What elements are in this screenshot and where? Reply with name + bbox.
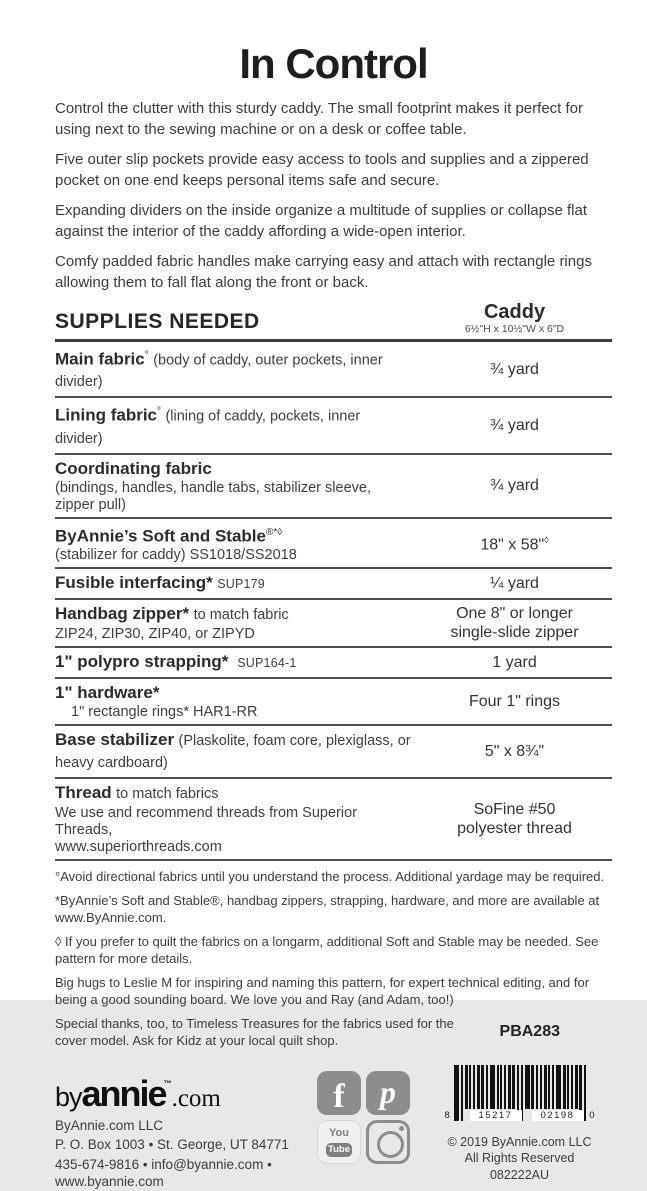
company-address: P. O. Box 1003 • St. George, UT 84771 — [55, 1137, 289, 1153]
supply-row-soft-and-stable — [55, 519, 612, 569]
supply-desc: (body of caddy, outer pockets, inner divider) — [55, 352, 383, 391]
publisher-block — [55, 1063, 317, 1191]
supply-qty: One 8" or longer single-slide zipper — [450, 604, 579, 641]
caddy-title: Caddy — [483, 301, 546, 323]
trademark-symbol: ™ — [163, 1078, 172, 1088]
supplies-header — [55, 302, 612, 336]
company-name: ByAnnie.com LLC — [55, 1117, 164, 1133]
footnote-marker: ° — [157, 406, 161, 418]
supply-row-coordinating-fabric — [55, 455, 612, 519]
supply-desc: (stabilizer for caddy) SS1018/SS2018 — [55, 546, 297, 563]
supply-qty: ¾ yard — [490, 416, 539, 434]
supply-row-main-fabric — [55, 342, 612, 398]
pattern-number: PBA283 — [499, 1022, 560, 1040]
social-icons — [317, 1071, 413, 1164]
footnote: °Avoid directional fabrics until you understand the process. Additional yardage may be required. — [55, 868, 605, 884]
supply-row-hardware — [55, 679, 612, 726]
supply-name: Coordinating fabric — [55, 458, 212, 478]
facebook-icon: f — [317, 1071, 361, 1115]
supply-code: SUP164-1 — [237, 655, 297, 670]
supply-row-lining-fabric — [55, 398, 612, 454]
supply-desc: We use and recommend threads from Superior Threads, — [55, 804, 357, 838]
instagram-icon — [366, 1120, 410, 1164]
footer — [55, 1063, 612, 1191]
supply-name: 1" hardware* — [55, 682, 160, 702]
barcode-digit: 0 — [589, 1109, 595, 1121]
caddy-dimensions: 6½"H x 10½"W x 6"D — [464, 323, 565, 335]
caddy-column-header — [417, 302, 612, 336]
supply-qty: 18" x 58"◊ — [480, 535, 549, 554]
supply-qty: 1 yard — [492, 653, 537, 671]
supply-name: Handbag zipper* — [55, 603, 190, 623]
footnote-marker: ®*◊ — [265, 526, 283, 538]
intro-paragraph: Comfy padded fabric handles make carrying easy and attach with rectangle rings allowing them to fall flat along the front or back. — [55, 253, 592, 291]
supply-url: www.superiorthreads.com — [55, 838, 222, 855]
byannie-logo: byannie™.com — [55, 1072, 221, 1114]
copyright-block: © 2019 ByAnnie.com LLC All Rights Reserved 082222AU — [447, 1134, 592, 1182]
footnote: ◊ If you prefer to quilt the fabrics on a longarm, additional Soft and Stable may be needed. See pattern for more details. — [55, 933, 599, 966]
supply-name: Main fabric — [55, 349, 145, 369]
supply-row-fusible-interfacing — [55, 569, 612, 600]
supply-row-handbag-zipper — [55, 600, 612, 648]
barcode-digit: 8 — [444, 1109, 450, 1121]
company-contact: 435-674-9816 • info@byannie.com • www.byannie.com — [55, 1156, 272, 1190]
supplies-table — [55, 339, 612, 861]
footnote: *ByAnnie’s Soft and Stable®, handbag zippers, strapping, hardware, and more are available at www.ByAnnie.com. — [55, 892, 600, 925]
youtube-icon: You Tube — [317, 1120, 361, 1164]
supply-row-polypro-strapping — [55, 648, 612, 679]
footnote-marker: ◊ — [544, 535, 549, 546]
page-title: In Control — [239, 40, 428, 87]
supply-qty: SoFine #50 polyester thread — [457, 800, 572, 837]
thanks-and-sku-row — [55, 1015, 612, 1049]
intro-paragraph: Expanding dividers on the inside organize a multitude of supplies or collapse flat against the interior of the caddy affording a wide-open interior. — [55, 202, 587, 240]
pinterest-icon: p — [366, 1071, 410, 1115]
supply-name: Fusible interfacing* — [55, 572, 213, 592]
supply-desc: (lining of caddy, pockets, inner divider) — [55, 408, 361, 447]
supply-desc: to match fabrics — [116, 785, 219, 802]
supply-row-base-stabilizer — [55, 726, 612, 779]
supply-desc: to match fabric — [193, 606, 289, 623]
supply-codes: ZIP24, ZIP30, ZIP40, or ZIPYD — [55, 625, 255, 642]
supply-row-thread — [55, 779, 612, 861]
supply-qty: Four 1" rings — [468, 692, 561, 710]
footnote: Big hugs to Leslie M for inspiring and naming this pattern, for expert technical editing, and for being a good sounding board. We love you and Ray (and Adam, too!) — [55, 974, 590, 1007]
intro-paragraph: Five outer slip pockets provide easy access to tools and supplies and a zippered pocket on one end keeps personal items safe and secure. — [55, 151, 589, 189]
supply-desc: (bindings, handles, handle tabs, stabilizer sleeve, zipper pull) — [55, 479, 371, 513]
supply-name: Lining fabric — [55, 405, 157, 425]
supply-qty: ¾ yard — [490, 360, 539, 378]
barcode-digits: 02198 — [532, 1110, 584, 1121]
footnote: Special thanks, too, to Timeless Treasures for the fabrics used for the cover model. Ask for Kidz at your local quilt shop. — [55, 1015, 454, 1048]
supply-name: 1" polypro strapping* — [55, 651, 229, 671]
intro-paragraph: Control the clutter with this sturdy caddy. The small footprint makes it perfect for using next to the sewing machine or on a desk or coffee table. — [55, 100, 583, 138]
supply-desc: 1" rectangle rings* HAR1-RR — [71, 703, 258, 720]
upc-barcode — [444, 1065, 595, 1121]
supply-name: Base stabilizer — [55, 729, 175, 749]
supply-qty: ¾ yard — [490, 477, 539, 495]
footnotes-section — [55, 868, 612, 1008]
supply-qty: 5" x 8¾" — [484, 742, 545, 760]
supply-name: ByAnnie’s Soft and Stable — [55, 525, 266, 545]
supply-code: SUP179 — [217, 576, 265, 591]
barcode-block — [427, 1063, 612, 1184]
barcode-digits: 15217 — [470, 1110, 522, 1121]
supply-name: Thread — [55, 782, 112, 802]
supply-desc: (Plaskolite, foam core, plexiglass, or heavy cardboard) — [55, 732, 411, 771]
intro-section — [55, 98, 612, 293]
footnote-marker: ° — [144, 350, 149, 361]
supply-qty: ¼ yard — [490, 574, 539, 592]
supplies-heading: SUPPLIES NEEDED — [55, 310, 260, 333]
